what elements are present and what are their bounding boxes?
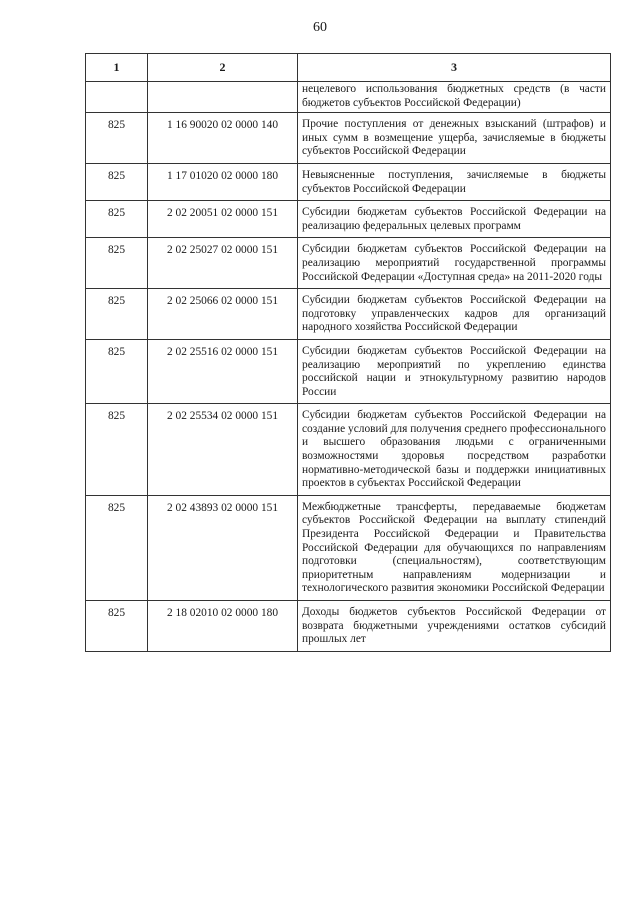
table-row (86, 201, 611, 238)
table-row (86, 289, 611, 340)
table-row (86, 163, 611, 200)
admin-code-cell: 825 (86, 289, 148, 340)
revenue-code-cell: 2 02 25066 02 0000 151 (148, 289, 298, 340)
admin-code-cell (86, 82, 148, 113)
revenue-code-cell: 2 02 43893 02 0000 151 (148, 495, 298, 600)
table-header (86, 54, 611, 82)
revenue-code-cell: 2 02 25516 02 0000 151 (148, 339, 298, 403)
admin-code-cell: 825 (86, 339, 148, 403)
table-row (86, 339, 611, 403)
admin-code-cell: 825 (86, 601, 148, 652)
admin-code-cell: 825 (86, 495, 148, 600)
revenue-code-cell: 1 17 01020 02 0000 180 (148, 163, 298, 200)
admin-code-cell: 825 (86, 113, 148, 164)
table-row (86, 404, 611, 496)
admin-code-cell: 825 (86, 163, 148, 200)
description-cell: Межбюджетные трансферты, передаваемые бюджетам субъектов Российской Федерации на выплату стипендий Президента Российской Федерации и Правительства Российской Федерации для обучающихся по направлениям подготовки (специальностям), соответствующим приоритетным направлениям модернизации и технологического развития экономики Российской Федерации (298, 495, 611, 600)
budget-revenue-table (85, 53, 611, 652)
revenue-code-cell: 2 02 20051 02 0000 151 (148, 201, 298, 238)
description-cell: Субсидии бюджетам субъектов Российской Федерации на создание условий для получения среднего профессионального и высшего образования людьми с ограниченными возможностями здоровья посредством разработки нормативно-методической базы и поддержки инициативных проектов в субъектах Российской Федерации (298, 404, 611, 496)
table-body (86, 82, 611, 652)
column-header-3: 3 (298, 54, 611, 82)
admin-code-cell: 825 (86, 238, 148, 289)
page-number: 60 (313, 20, 327, 35)
revenue-code-cell: 2 02 25534 02 0000 151 (148, 404, 298, 496)
description-cell: Доходы бюджетов субъектов Российской Федерации от возврата бюджетными учреждениями остатков субсидий прошлых лет (298, 601, 611, 652)
table-row (86, 238, 611, 289)
description-cell: Субсидии бюджетам субъектов Российской Федерации на реализацию мероприятий государственной программы Российской Федерации «Доступная среда» на 2011-2020 годы (298, 238, 611, 289)
admin-code-cell: 825 (86, 404, 148, 496)
description-cell: Невыясненные поступления, зачисляемые в бюджеты субъектов Российской Федерации (298, 163, 611, 200)
table-row (86, 495, 611, 600)
description-cell: Субсидии бюджетам субъектов Российской Федерации на реализацию федеральных целевых программ (298, 201, 611, 238)
column-header-1: 1 (86, 54, 148, 82)
table-row (86, 82, 611, 113)
revenue-code-cell (148, 82, 298, 113)
table-row (86, 113, 611, 164)
column-header-2: 2 (148, 54, 298, 82)
description-cell: Субсидии бюджетам субъектов Российской Федерации на реализацию мероприятий по укреплению единства российской нации и этнокультурному развитию народов России (298, 339, 611, 403)
revenue-code-cell: 2 18 02010 02 0000 180 (148, 601, 298, 652)
description-cell: Прочие поступления от денежных взысканий (штрафов) и иных сумм в возмещение ущерба, зачисляемые в бюджеты субъектов Российской Федерации (298, 113, 611, 164)
description-cell: Субсидии бюджетам субъектов Российской Федерации на подготовку управленческих кадров для организаций народного хозяйства Российской Федерации (298, 289, 611, 340)
table-row (86, 601, 611, 652)
header-row (86, 54, 611, 82)
revenue-code-cell: 1 16 90020 02 0000 140 (148, 113, 298, 164)
admin-code-cell: 825 (86, 201, 148, 238)
revenue-code-cell: 2 02 25027 02 0000 151 (148, 238, 298, 289)
description-cell: нецелевого использования бюджетных средств (в части бюджетов субъектов Российской Федерации) (298, 82, 611, 113)
